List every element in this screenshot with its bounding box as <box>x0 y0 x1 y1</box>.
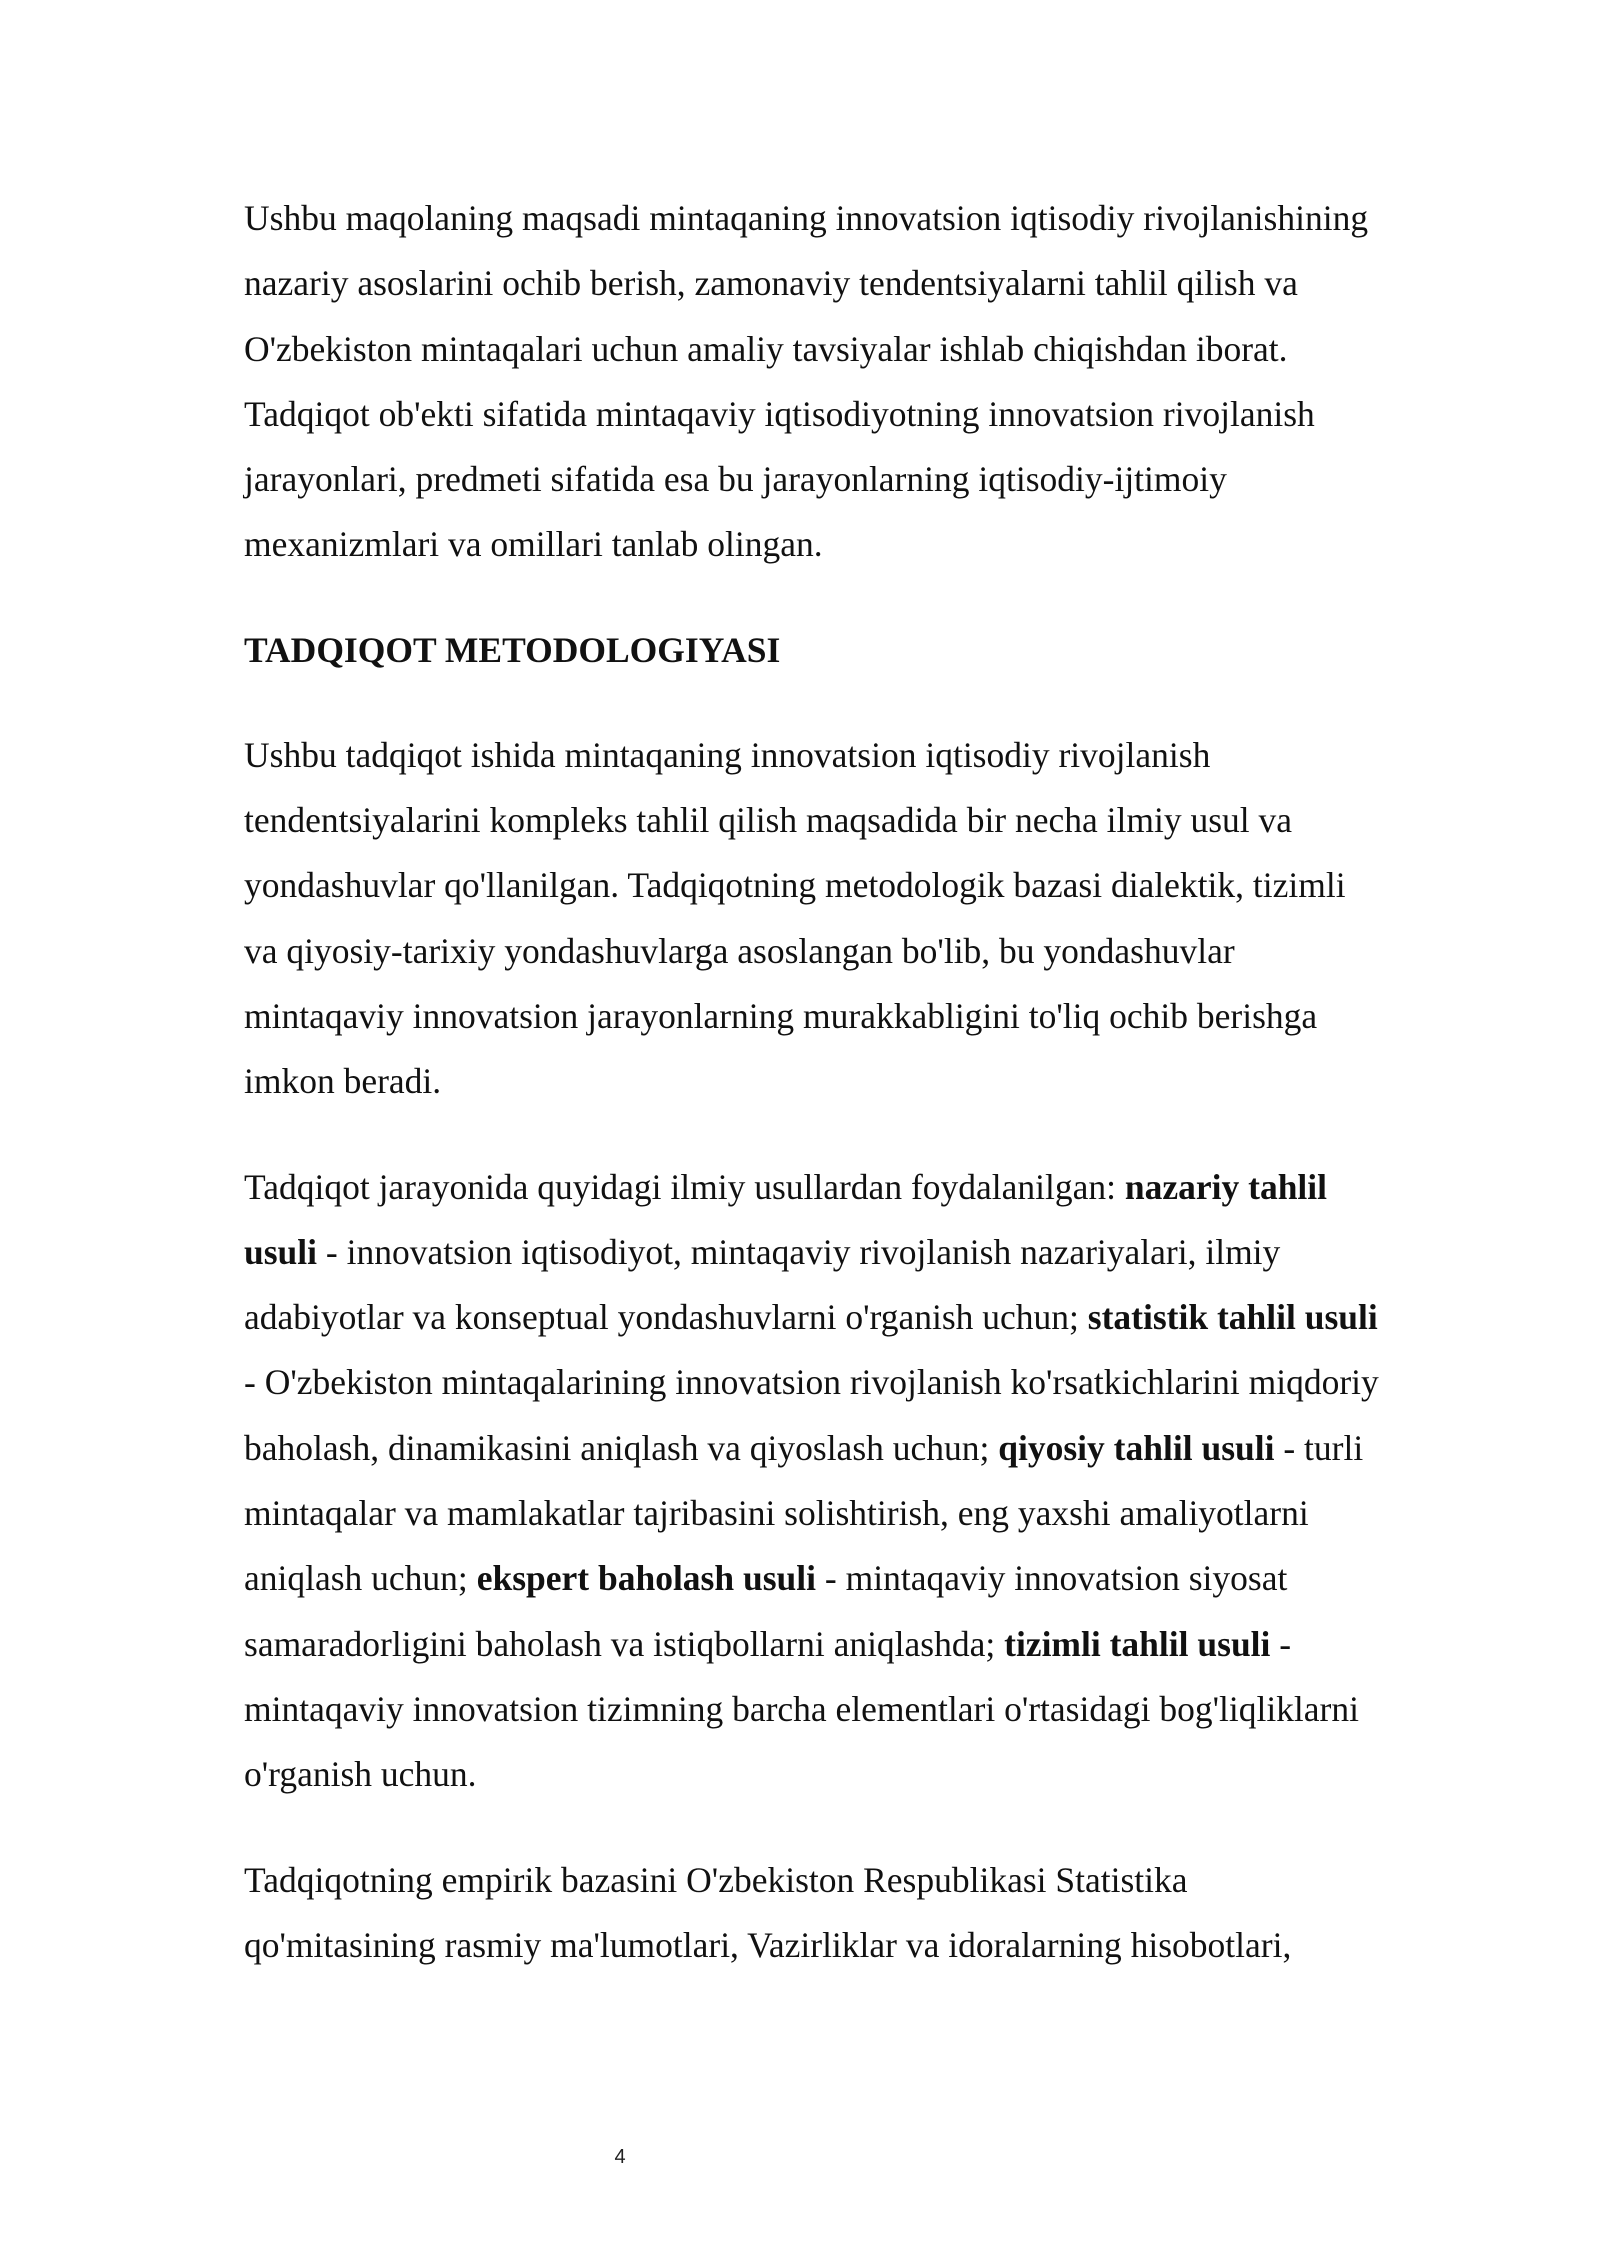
paragraph-empirical-base: Tadqiqotning empirik bazasini O'zbekiston Respublikasi Statistika qo'mitasining rasmiy ma'lumotlari, Vazirliklar va idoralarning hisobotlari, <box>244 1859 1292 1965</box>
methods-intro: Tadqiqot jarayonida quyidagi ilmiy usullardan foydalanilgan: <box>244 1166 1125 1207</box>
paragraph-purpose: Ushbu maqolaning maqsadi mintaqaning innovatsion iqtisodiy rivojlanishining nazariy asoslarini ochib berish, zamonaviy tendentsiyalarni tahlil qilish va O'zbekiston mintaqalari uchun amaliy tavsiyalar ishlab chiqishdan iborat. Tadqiqot ob'ekti sifatida mintaqaviy iqtisodiyotning innovatsion rivojlanish jarayonlari, predmeti sifatida esa bu jarayonlarning iqtisodiy-ijtimoiy mexanizmlari va omillari tanlab olingan. <box>244 198 1369 565</box>
method-description: - mintaqaviy innovatsion tizimning barcha elementlari o'rtasidagi bog'liqliklarni o'rganish uchun. <box>244 1623 1359 1795</box>
page-body <box>244 186 1384 2018</box>
method-name: qiyosiy tahlil usuli <box>998 1427 1275 1468</box>
page-number: 4 <box>614 2146 626 2168</box>
method-name: ekspert baholash usuli <box>476 1558 817 1599</box>
method-name: nazariy tahlil usuli <box>244 1166 1328 1272</box>
method-description: - O'zbekiston mintaqalarining innovatsion rivojlanish ko'rsatkichlarini miqdoriy baholash, dinamikasini aniqlash va qiyoslash uchun; <box>244 1362 1379 1468</box>
method-description: - innovatsion iqtisodiyot, mintaqaviy rivojlanish nazariyalari, ilmiy adabiyotlar va konseptual yondashuvlarni o'rganish uchun; <box>244 1231 1281 1338</box>
paragraph-methodology: Ushbu tadqiqot ishida mintaqaning innovatsion iqtisodiy rivojlanish tendentsiyalarini kompleks tahlil qilish maqsadida bir necha ilmiy usul va yondashuvlar qo'llanilgan. Tadqiqotning metodologik bazasi dialektik, tizimli va qiyosiy-tarixiy yondashuvlarga asoslangan bo'lib, bu yondashuvlar mintaqaviy innovatsion jarayonlarning murakkabligini to'liq ochib berishga imkon beradi. <box>244 734 1346 1102</box>
method-description: - turli mintaqalar va mamlakatlar tajribasini solishtirish, eng yaxshi amaliyotlarni aniqlash uchun; <box>244 1427 1364 1599</box>
method-description: - mintaqaviy innovatsion siyosat samaradorligini baholash va istiqbollarni aniqlashda; <box>244 1558 1288 1664</box>
method-name: tizimli tahlil usuli <box>1004 1623 1271 1664</box>
section-heading: TADQIQOT METODOLOGIYASI <box>244 629 781 670</box>
method-name: statistik tahlil usuli <box>1087 1297 1378 1338</box>
paragraph-methods <box>244 1155 1384 1808</box>
